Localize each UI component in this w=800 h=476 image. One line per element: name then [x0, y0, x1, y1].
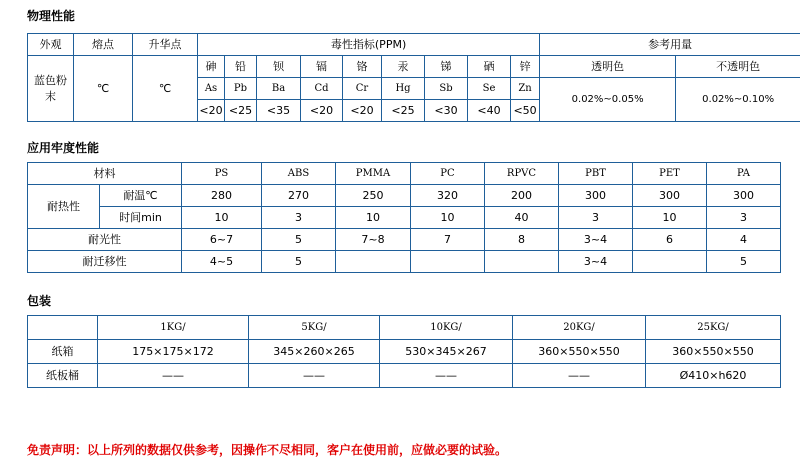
migration-value [411, 251, 485, 273]
element-limit: <25 [225, 100, 257, 122]
migration-value [485, 251, 559, 273]
light-fastness-value: 6~7 [182, 229, 262, 251]
light-fastness-value: 6 [633, 229, 707, 251]
packaging-section-title: 包装 [27, 294, 52, 308]
light-fastness-value: 8 [485, 229, 559, 251]
light-fastness-value: 3~4 [559, 229, 633, 251]
time-value: 3 [262, 207, 336, 229]
carton-size: 360×550×550 [513, 340, 646, 364]
drum-size: Ø410×h620 [646, 364, 781, 388]
element-name: 锑 [425, 56, 468, 78]
temperature-value: 300 [707, 185, 781, 207]
element-limit: <50 [511, 100, 540, 122]
element-name: 镉 [301, 56, 343, 78]
drum-size: —— [513, 364, 646, 388]
element-name: 铅 [225, 56, 257, 78]
element-name: 砷 [198, 56, 225, 78]
material-name: PC [411, 163, 485, 185]
melting-point-value: ℃ [74, 56, 133, 122]
physical-properties-table [27, 33, 800, 122]
temperature-value: 250 [336, 185, 411, 207]
package-weight: 20KG/ [513, 316, 646, 340]
drum-size: —— [249, 364, 380, 388]
element-name: 钡 [257, 56, 301, 78]
opaque-dosage-value: 0.02%~0.10% [676, 78, 800, 122]
carton-label: 纸箱 [28, 340, 98, 364]
package-weight: 10KG/ [380, 316, 513, 340]
material-name: PS [182, 163, 262, 185]
element-symbol: Sb [425, 78, 468, 100]
element-name: 汞 [382, 56, 425, 78]
element-symbol: Pb [225, 78, 257, 100]
appearance-value: 蓝色粉末 [28, 56, 74, 122]
header-sublimation-point: 升华点 [133, 34, 198, 56]
time-value: 10 [336, 207, 411, 229]
package-weight: 25KG/ [646, 316, 781, 340]
time-value: 10 [633, 207, 707, 229]
drum-size: —— [98, 364, 249, 388]
time-value: 10 [182, 207, 262, 229]
time-value: 3 [559, 207, 633, 229]
temperature-value: 300 [633, 185, 707, 207]
header-toxicity-index: 毒性指标(PPM) [198, 34, 540, 56]
time-value: 40 [485, 207, 559, 229]
element-symbol: Zn [511, 78, 540, 100]
carton-size: 530×345×267 [380, 340, 513, 364]
temperature-label: 耐温℃ [100, 185, 182, 207]
heat-resistance-label: 耐热性 [28, 185, 100, 229]
temperature-value: 270 [262, 185, 336, 207]
material-name: PA [707, 163, 781, 185]
temperature-value: 300 [559, 185, 633, 207]
package-weight: 5KG/ [249, 316, 380, 340]
time-label: 时间min [100, 207, 182, 229]
element-limit: <40 [468, 100, 511, 122]
time-value: 3 [707, 207, 781, 229]
drum-label: 纸板桶 [28, 364, 98, 388]
light-fastness-value: 4 [707, 229, 781, 251]
element-symbol: As [198, 78, 225, 100]
package-weight: 1KG/ [98, 316, 249, 340]
temperature-value: 320 [411, 185, 485, 207]
transparent-dosage-value: 0.02%~0.05% [540, 78, 676, 122]
element-limit: <20 [343, 100, 382, 122]
carton-size: 175×175×172 [98, 340, 249, 364]
element-symbol: Se [468, 78, 511, 100]
element-limit: <20 [301, 100, 343, 122]
carton-size: 360×550×550 [646, 340, 781, 364]
material-name: RPVC [485, 163, 559, 185]
migration-value: 3~4 [559, 251, 633, 273]
header-appearance: 外观 [28, 34, 74, 56]
element-symbol: Cd [301, 78, 343, 100]
element-symbol: Cr [343, 78, 382, 100]
migration-value [633, 251, 707, 273]
temperature-value: 200 [485, 185, 559, 207]
material-name: PET [633, 163, 707, 185]
opaque-label: 不透明色 [676, 56, 800, 78]
physical-section-title: 物理性能 [27, 9, 76, 23]
application-fastness-table [27, 162, 781, 273]
transparent-label: 透明色 [540, 56, 676, 78]
migration-value [336, 251, 411, 273]
migration-value: 4~5 [182, 251, 262, 273]
packaging-table [27, 315, 781, 388]
element-symbol: Hg [382, 78, 425, 100]
material-name: ABS [262, 163, 336, 185]
element-limit: <30 [425, 100, 468, 122]
material-label: 材料 [28, 163, 182, 185]
element-name: 铬 [343, 56, 382, 78]
header-melting-point: 熔点 [74, 34, 133, 56]
application-section-title: 应用牢度性能 [27, 141, 100, 155]
light-fastness-value: 7~8 [336, 229, 411, 251]
material-name: PMMA [336, 163, 411, 185]
header-reference-dosage: 参考用量 [540, 34, 800, 56]
element-symbol: Ba [257, 78, 301, 100]
element-limit: <35 [257, 100, 301, 122]
element-name: 硒 [468, 56, 511, 78]
element-limit: <25 [382, 100, 425, 122]
element-limit: <20 [198, 100, 225, 122]
light-fastness-value: 7 [411, 229, 485, 251]
packaging-corner-cell [28, 316, 98, 340]
drum-size: —— [380, 364, 513, 388]
disclaimer-text: 免责声明：以上所列的数据仅供参考，因操作不尽相同，客户在使用前，应做必要的试验。 [27, 443, 508, 457]
material-name: PBT [559, 163, 633, 185]
sublimation-point-value: ℃ [133, 56, 198, 122]
migration-value: 5 [707, 251, 781, 273]
migration-value: 5 [262, 251, 336, 273]
migration-resistance-label: 耐迁移性 [28, 251, 182, 273]
light-fastness-value: 5 [262, 229, 336, 251]
carton-size: 345×260×265 [249, 340, 380, 364]
light-fastness-label: 耐光性 [28, 229, 182, 251]
time-value: 10 [411, 207, 485, 229]
element-name: 锌 [511, 56, 540, 78]
temperature-value: 280 [182, 185, 262, 207]
